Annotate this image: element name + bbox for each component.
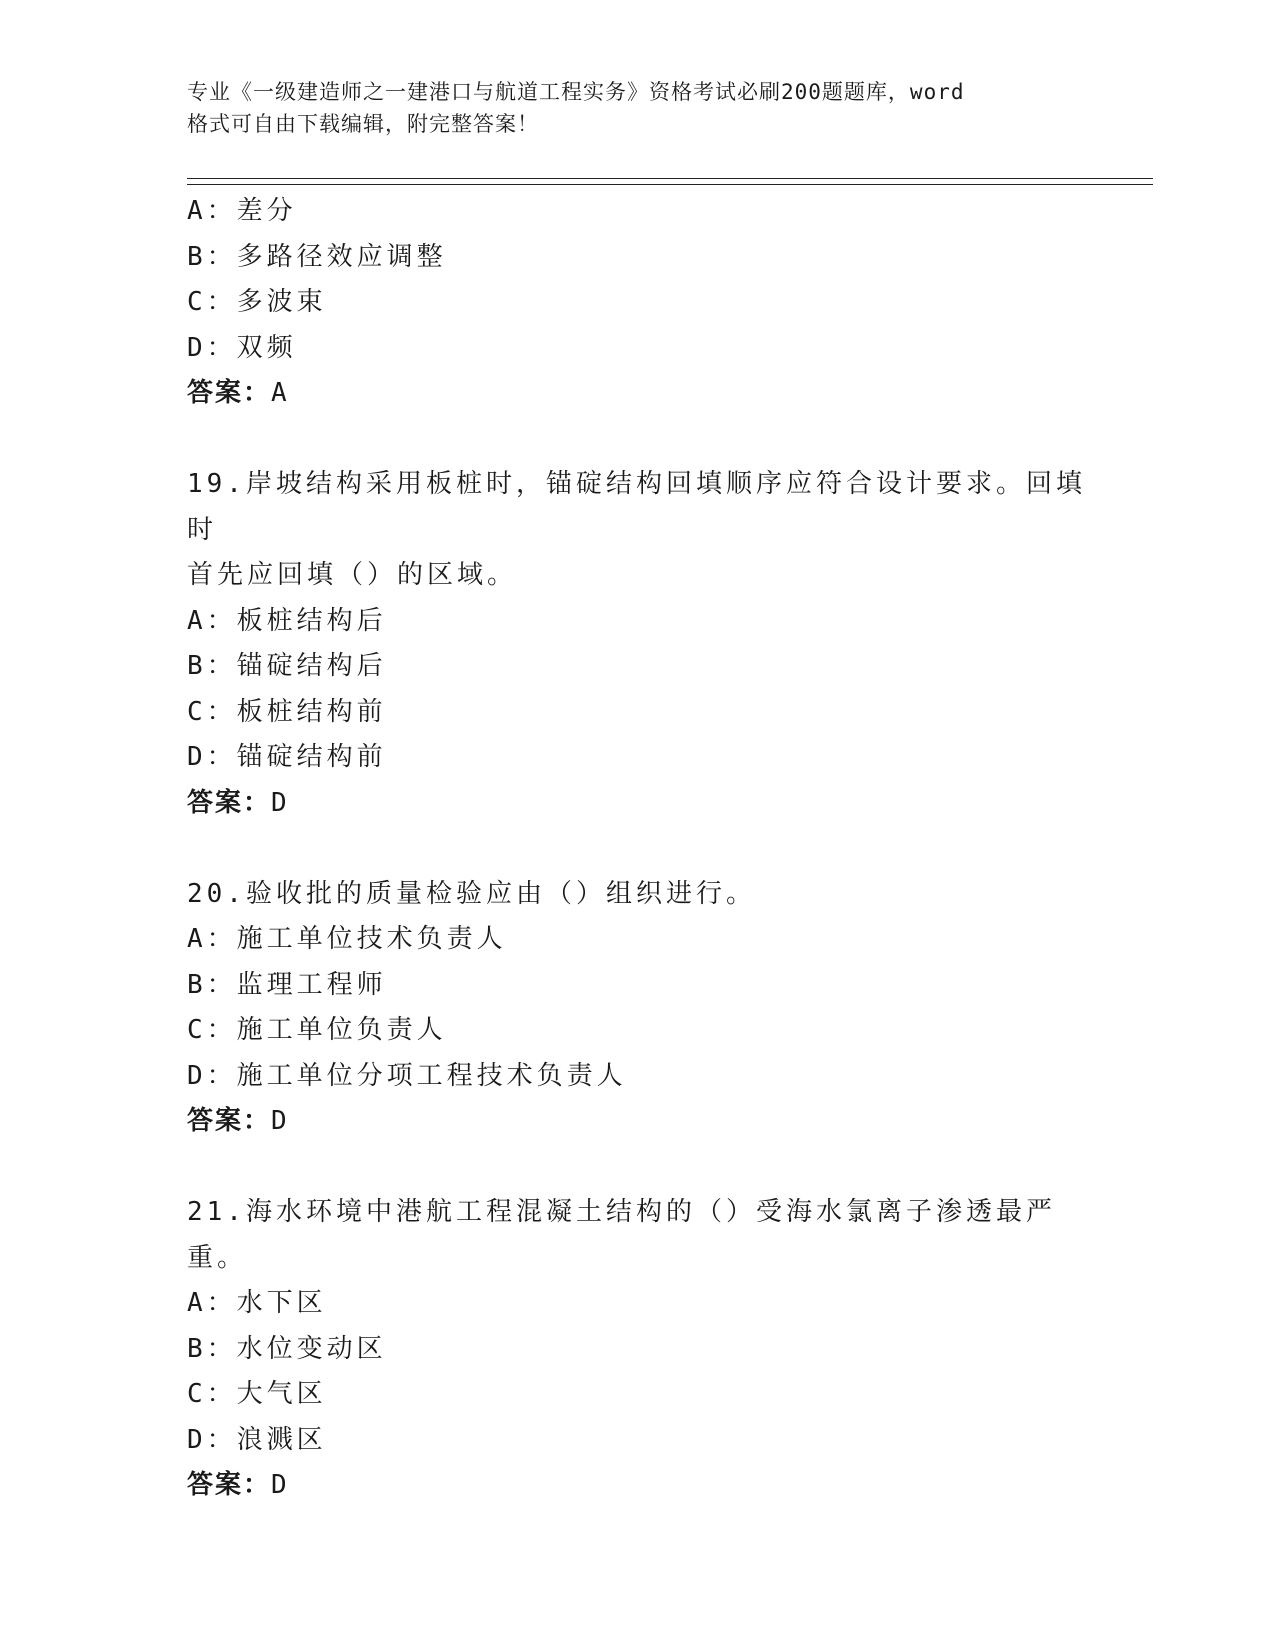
option-b: B：多路径效应调整 xyxy=(187,241,447,272)
question-19 xyxy=(187,462,1087,826)
option-a: A：差分 xyxy=(187,196,297,226)
option-b: B：水位变动区 xyxy=(187,1333,387,1364)
question-text: 首先应回填（）的区域。 xyxy=(187,560,518,590)
header-divider-bottom xyxy=(187,184,1153,185)
answer-label: 答案： xyxy=(187,1106,272,1136)
question-21 xyxy=(187,1190,1087,1509)
question-text: 21.海水环境中港航工程混凝土结构的（）受海水氯离子渗透最严重。 xyxy=(187,1197,1056,1273)
answer-value: A xyxy=(271,378,289,408)
option-c: C：大气区 xyxy=(187,1379,327,1409)
answer xyxy=(187,1099,1087,1145)
question-prev xyxy=(187,189,1087,417)
answer-value: D xyxy=(271,1106,289,1136)
answer xyxy=(187,371,1087,417)
question-text: 19.岸坡结构采用板桩时，锚碇结构回填顺序应符合设计要求。回填时 xyxy=(187,469,1086,545)
question-text: 20.验收批的质量检验应由（）组织进行。 xyxy=(187,878,756,909)
header-divider-top xyxy=(187,178,1153,179)
option-a: A：水下区 xyxy=(187,1288,327,1318)
header-line-1: 专业《一级建造师之一建港口与航道工程实务》资格考试必刷200题题库，word xyxy=(187,80,965,104)
question-20 xyxy=(187,872,1087,1145)
option-d: D：锚碇结构前 xyxy=(187,742,387,772)
option-a: A：施工单位技术负责人 xyxy=(187,924,507,954)
answer xyxy=(187,781,1087,827)
option-b: B：锚碇结构后 xyxy=(187,651,387,681)
answer-label: 答案： xyxy=(187,787,272,818)
option-a: A：板桩结构后 xyxy=(187,605,387,636)
answer xyxy=(187,1463,1087,1509)
option-d: D：浪溅区 xyxy=(187,1424,327,1455)
answer-label: 答案： xyxy=(187,378,272,408)
answer-value: D xyxy=(271,787,289,818)
question-list xyxy=(187,189,1087,1509)
option-b: B：监理工程师 xyxy=(187,969,387,1000)
option-d: D：双频 xyxy=(187,332,297,363)
answer-label: 答案： xyxy=(187,1470,272,1500)
option-c: C：板桩结构前 xyxy=(187,696,387,727)
document-header xyxy=(187,76,1067,140)
header-line-2: 格式可自由下载编辑，附完整答案！ xyxy=(187,112,539,136)
option-c: C：施工单位负责人 xyxy=(187,1015,447,1045)
answer-value: D xyxy=(271,1470,289,1500)
option-d: D：施工单位分项工程技术负责人 xyxy=(187,1060,627,1091)
option-c: C：多波束 xyxy=(187,287,327,317)
